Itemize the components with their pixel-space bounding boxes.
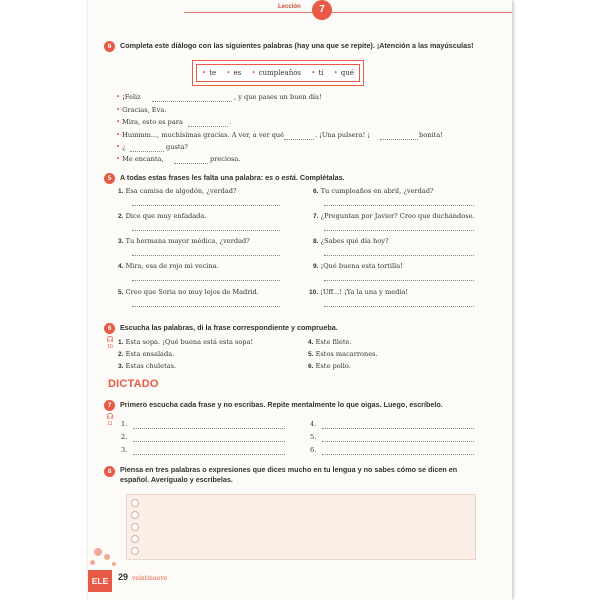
dialogue-line: • ¡Feliz xyxy=(116,93,141,101)
answer-blank[interactable] xyxy=(324,205,474,206)
dialogue-line-end: gusta? xyxy=(166,143,188,151)
answer-blank[interactable] xyxy=(132,255,280,256)
exercise-number: 8 xyxy=(104,466,115,477)
answer-blank[interactable] xyxy=(132,230,280,231)
word-bank-item: • es xyxy=(226,69,241,77)
binder-ring xyxy=(131,499,139,507)
answer-blank[interactable] xyxy=(133,441,285,442)
sentence-item: 9. ¡Qué buena esta tortilla! xyxy=(313,262,403,270)
dialogue-line: • Mira, esto es para xyxy=(116,118,183,126)
exercise-instruction: Primero escucha cada frase y no escribas. Repite mentalmente lo que oigas. Luego, escríbelo. xyxy=(120,400,443,409)
sentence-item: 5. Estos macarrones. xyxy=(308,350,378,358)
sentence-item: 1. Esa camisa de algodón, ¿verdad? xyxy=(118,187,237,195)
sentence-item: 4. Este filete. xyxy=(308,338,352,346)
sentence-item: 8. ¿Sabes qué día hoy? xyxy=(313,237,389,245)
answer-blank[interactable] xyxy=(324,255,474,256)
binder-ring xyxy=(131,535,139,543)
exercise-number: 6 xyxy=(104,323,115,334)
exercise-instruction: Completa este diálogo con las siguientes palabras (hay una que se repite). ¡Atención a las mayúsculas! xyxy=(120,41,474,50)
lesson-number-badge: 7 xyxy=(312,0,332,20)
headphones-icon[interactable]: ☊ xyxy=(106,335,114,344)
sentence-item: 7. ¿Preguntan por Javier? Creo que duchándose. xyxy=(313,212,475,220)
dictation-number: 1. xyxy=(121,420,128,428)
dictation-number: 3. xyxy=(121,446,128,454)
dictation-number: 2. xyxy=(121,433,128,441)
dictation-number: 4. xyxy=(310,420,317,428)
answer-blank[interactable] xyxy=(133,428,285,429)
answer-blank[interactable] xyxy=(322,428,474,429)
answer-blank[interactable] xyxy=(324,306,474,307)
page-number-word: veintinueve xyxy=(132,575,168,582)
sentence-item: 3. Estas chuletas. xyxy=(118,362,177,370)
binder-ring xyxy=(131,511,139,519)
answer-blank[interactable] xyxy=(188,126,228,127)
exercise-instruction: Escucha las palabras, di la frase correspondiente y comprueba. xyxy=(120,323,338,332)
dialogue-line: • Hummm..., muchísimas gracias. A ver, a ver qué xyxy=(116,131,285,139)
answer-blank[interactable] xyxy=(324,280,474,281)
decorative-dot xyxy=(112,562,116,566)
exercise-instruction: A todas estas frases les falta una palabra: es o está. Complétalas. xyxy=(120,173,345,182)
page-header xyxy=(88,0,512,20)
sentence-item: 5. Creo que Soria no muy lejos de Madrid. xyxy=(118,288,259,296)
word-bank-item: • qué xyxy=(334,69,354,77)
notes-writing-area[interactable] xyxy=(126,494,476,560)
answer-blank[interactable] xyxy=(324,230,474,231)
exercise-number: 6 xyxy=(104,41,115,52)
decorative-dot xyxy=(104,554,110,560)
exercise-number: 7 xyxy=(104,400,115,411)
dialogue-line-mid: . ¡Una pulsera! ¡ xyxy=(315,131,371,139)
answer-blank[interactable] xyxy=(132,306,280,307)
sentence-item: 10. ¡Uff...! ¡Ya la una y media! xyxy=(309,288,409,296)
answer-blank[interactable] xyxy=(130,151,164,152)
exercise-instruction: Piensa en tres palabras o expresiones que dices mucho en tu lengua y no sabes cómo se dicen en español. Averígualo y escríbelas. xyxy=(120,465,458,484)
word-bank-item: • cumpleaños xyxy=(251,69,301,77)
binder-ring xyxy=(131,547,139,555)
ele-logo: ELE xyxy=(88,570,112,592)
workbook-page xyxy=(88,0,512,600)
answer-blank[interactable] xyxy=(322,454,474,455)
section-title: DICTADO xyxy=(108,378,159,390)
audio-track[interactable]: ☊ 10 xyxy=(104,336,116,350)
binder-ring xyxy=(131,523,139,531)
word-bank xyxy=(192,60,364,86)
answer-blank[interactable] xyxy=(380,139,418,140)
dialogue-line-end: , y que pases un buen día! xyxy=(234,93,322,101)
sentence-item: 6. Este pollo. xyxy=(308,362,351,370)
audio-track[interactable]: ☊ 11 xyxy=(104,413,116,427)
header-rule xyxy=(184,12,512,13)
headphones-icon[interactable]: ☊ xyxy=(106,412,114,421)
word-bank-item: • ti xyxy=(311,69,323,77)
answer-blank[interactable] xyxy=(322,441,474,442)
sentence-item: 2. Esta ensalada. xyxy=(118,350,175,358)
answer-blank[interactable] xyxy=(152,101,232,102)
sentence-item: 1. Esta sopa. ¡Qué buena está esta sopa! xyxy=(118,338,254,346)
answer-blank[interactable] xyxy=(174,163,208,164)
dialogue-line: • ¿ xyxy=(116,143,126,151)
sentence-item: 2. Dice que muy enfadada. xyxy=(118,212,207,220)
answer-blank[interactable] xyxy=(133,454,285,455)
exercise-number: 5 xyxy=(104,173,115,184)
dictation-number: 6. xyxy=(310,446,317,454)
dialogue-line-end: preciosa. xyxy=(210,155,241,163)
decorative-dot xyxy=(90,560,95,565)
sentence-item: 6. Tu cumpleaños en abril, ¿verdad? xyxy=(313,187,434,195)
dialogue-line-end: . xyxy=(229,118,232,126)
page-number: 29 xyxy=(118,572,129,582)
lesson-label: Lección xyxy=(278,4,301,10)
answer-blank[interactable] xyxy=(132,280,280,281)
decorative-dot xyxy=(94,548,102,556)
answer-blank[interactable] xyxy=(284,139,314,140)
answer-blank[interactable] xyxy=(132,205,280,206)
sentence-item: 3. Tu hermana mayor médica, ¿verdad? xyxy=(118,237,250,245)
dialogue-line-end: bonita! xyxy=(419,131,443,139)
dialogue-line: • Gracias, Eva. xyxy=(116,106,167,114)
dialogue-line: • Me encanta, xyxy=(116,155,164,163)
word-bank-item: • te xyxy=(202,69,216,77)
sentence-item: 4. Mira, esa de rojo mi vecina. xyxy=(118,262,219,270)
dictation-number: 5. xyxy=(310,433,317,441)
